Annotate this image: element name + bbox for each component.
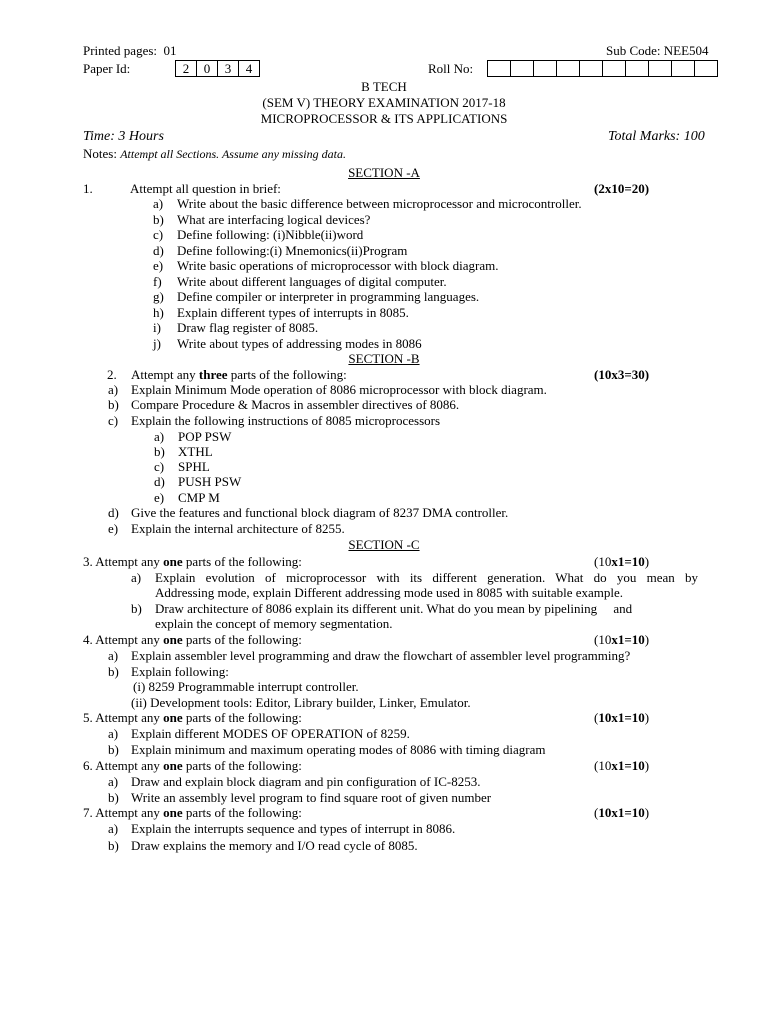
q4-marks: (10x1=10)	[594, 632, 650, 647]
roll-box[interactable]	[695, 60, 718, 77]
q1-item-label: g)	[153, 289, 164, 304]
q2-c-label: c)	[108, 413, 119, 428]
printed-pages	[83, 43, 177, 59]
q6-a-text: Draw and explain block diagram and pin configuration of IC-8253.	[131, 774, 481, 789]
q1-item-text: Write about types of addressing modes in 8086	[177, 336, 422, 351]
q2-a-label: a)	[108, 382, 119, 397]
q3-b-line2: explain the concept of memory segmentation.	[155, 616, 393, 631]
q2-marks: (10x3=30)	[594, 367, 650, 382]
q6-b-label: b)	[108, 790, 119, 805]
q1-item-label: d)	[153, 243, 164, 258]
q7-a-label: a)	[108, 821, 119, 836]
notes-label: Notes:	[83, 146, 117, 161]
q1-text: Attempt all question in brief:	[130, 181, 281, 196]
q1-item-label: j)	[153, 336, 161, 351]
q1-item-label: f)	[153, 274, 162, 289]
q3-b-line1: Draw architecture of 8086 explain its different unit. What do you mean by pipelining and	[155, 601, 633, 616]
roll-box[interactable]	[649, 60, 672, 77]
q5-a-text: Explain different MODES OF OPERATION of 8259.	[131, 726, 410, 741]
q1-item-label: b)	[153, 212, 164, 227]
q1-item-label: h)	[153, 305, 164, 320]
roll-box[interactable]	[557, 60, 580, 77]
total-marks: Total Marks: 100	[608, 129, 705, 144]
notes-text: Attempt all Sections. Assume any missing data.	[120, 147, 346, 161]
notes	[83, 146, 346, 163]
q2-c-sub-text: CMP M	[178, 490, 220, 505]
degree: B TECH	[361, 79, 407, 94]
q1-marks: (2x10=20)	[594, 181, 650, 196]
q1-item-label: c)	[153, 227, 164, 242]
q3-marks: (10x1=10)	[594, 554, 650, 569]
q1-item-text: What are interfacing logical devices?	[177, 212, 371, 227]
q6-a-label: a)	[108, 774, 119, 789]
q1-item-text: Draw flag register of 8085.	[177, 320, 319, 335]
q2-e-text: Explain the internal architecture of 8255.	[131, 521, 345, 536]
roll-box[interactable]	[580, 60, 603, 77]
q4-a-text: Explain assembler level programming and draw the flowchart of assembler level programming?	[131, 648, 631, 663]
q2-e-label: e)	[108, 521, 119, 536]
q4-b-text: Explain following:	[131, 664, 229, 679]
q5-marks: (10x1=10)	[594, 710, 650, 725]
paper-id-label: Paper Id:	[83, 61, 131, 76]
q2-number: 2.	[107, 367, 117, 382]
q1-item-text: Define following: (i)Nibble(ii)word	[177, 227, 364, 242]
q2-c-sub-label: b)	[154, 444, 165, 459]
q2-d-text: Give the features and functional block diagram of 8237 DMA controller.	[131, 505, 509, 520]
q2-c-sub-label: a)	[154, 429, 165, 444]
q3-text: 3. Attempt any one parts of the following:	[83, 554, 302, 569]
q2-c-text: Explain the following instructions of 8085 microprocessors	[131, 413, 441, 428]
q2-b-text: Compare Procedure & Macros in assembler directives of 8086.	[131, 397, 460, 412]
q1-item-label: e)	[153, 258, 164, 273]
q1-item-text: Define following:(i) Mnemonics(ii)Program	[177, 243, 408, 258]
paper-id-digit: 4	[239, 60, 260, 77]
exam-title: (SEM V) THEORY EXAMINATION 2017-18	[262, 95, 506, 110]
q5-a-label: a)	[108, 726, 119, 741]
q2-c-sub-text: PUSH PSW	[178, 474, 242, 489]
q5-text: 5. Attempt any one parts of the following:	[83, 710, 302, 725]
q3-b-label: b)	[131, 601, 142, 616]
q2-b-label: b)	[108, 397, 119, 412]
q2-d-label: d)	[108, 505, 119, 520]
roll-box[interactable]	[534, 60, 557, 77]
paper-id-boxes	[175, 60, 260, 77]
q7-b-label: b)	[108, 838, 119, 853]
q4-a-label: a)	[108, 648, 119, 663]
q1-item-text: Write about different languages of digital computer.	[177, 274, 447, 289]
paper-id-digit: 2	[176, 60, 197, 77]
section-c-title: SECTION -C	[348, 537, 420, 552]
q2-c-sub-label: e)	[154, 490, 165, 505]
q5-b-text: Explain minimum and maximum operating modes of 8086 with timing diagram	[131, 742, 546, 757]
q6-b-text: Write an assembly level program to find square root of given number	[131, 790, 492, 805]
q2-c-sub-label: c)	[154, 459, 165, 474]
printed-pages-label: Printed pages:	[83, 43, 158, 58]
q6-text: 6. Attempt any one parts of the following:	[83, 758, 302, 773]
roll-box[interactable]	[488, 60, 511, 77]
subject-title: MICROPROCESSOR & ITS APPLICATIONS	[260, 111, 508, 126]
q1-item-text: Write about the basic difference between microprocessor and microcontroller.	[177, 196, 582, 211]
q1-item-label: a)	[153, 196, 164, 211]
roll-box[interactable]	[626, 60, 649, 77]
q1-item-text: Write basic operations of microprocessor with block diagram.	[177, 258, 499, 273]
roll-box[interactable]	[511, 60, 534, 77]
q1-item-text: Explain different types of interrupts in 8085.	[177, 305, 409, 320]
q3-a-line1: Explain evolution of microprocessor with its different generation. What do you mean by	[155, 570, 698, 585]
q4-text: 4. Attempt any one parts of the following:	[83, 632, 302, 647]
q2-c-sub-text: SPHL	[178, 459, 210, 474]
q2-text: Attempt any three parts of the following:	[131, 367, 347, 382]
section-b-title: SECTION -B	[348, 351, 420, 366]
q3-a-line2: Addressing mode, explain Different addressing mode used in 8085 with suitable example.	[155, 585, 624, 600]
q3-a-label: a)	[131, 570, 142, 585]
q2-c-sub-text: XTHL	[178, 444, 213, 459]
paper-id-digit: 0	[197, 60, 218, 77]
paper-id-digit: 3	[218, 60, 239, 77]
q2-a-text: Explain Minimum Mode operation of 8086 microprocessor with block diagram.	[131, 382, 547, 397]
q2-c-sub-text: POP PSW	[178, 429, 232, 444]
q4-b-i: (i) 8259 Programmable interrupt controller.	[133, 679, 359, 694]
q7-a-text: Explain the interrupts sequence and types of interrupt in 8086.	[131, 821, 456, 836]
q2-c-sub-label: d)	[154, 474, 165, 489]
roll-box[interactable]	[672, 60, 695, 77]
q1-item-label: i)	[153, 320, 161, 335]
q1-item-text: Define compiler or interpreter in programming languages.	[177, 289, 480, 304]
section-a-title: SECTION -A	[348, 165, 420, 180]
q4-b-ii: (ii) Development tools: Editor, Library builder, Linker, Emulator.	[131, 695, 471, 710]
sub-code: Sub Code: NEE504	[606, 43, 709, 58]
q7-b-text: Draw explains the memory and I/O read cycle of 8085.	[131, 838, 418, 853]
roll-box[interactable]	[603, 60, 626, 77]
roll-no-boxes[interactable]	[487, 60, 718, 77]
q6-marks: (10x1=10)	[594, 758, 650, 773]
q7-text: 7. Attempt any one parts of the following:	[83, 805, 302, 820]
roll-no-label: Roll No:	[428, 61, 474, 76]
q4-b-label: b)	[108, 664, 119, 679]
time: Time: 3 Hours	[83, 129, 164, 144]
printed-pages-value: 01	[163, 43, 177, 58]
q1-number: 1.	[83, 181, 93, 196]
q7-marks: (10x1=10)	[594, 805, 650, 820]
q5-b-label: b)	[108, 742, 119, 757]
